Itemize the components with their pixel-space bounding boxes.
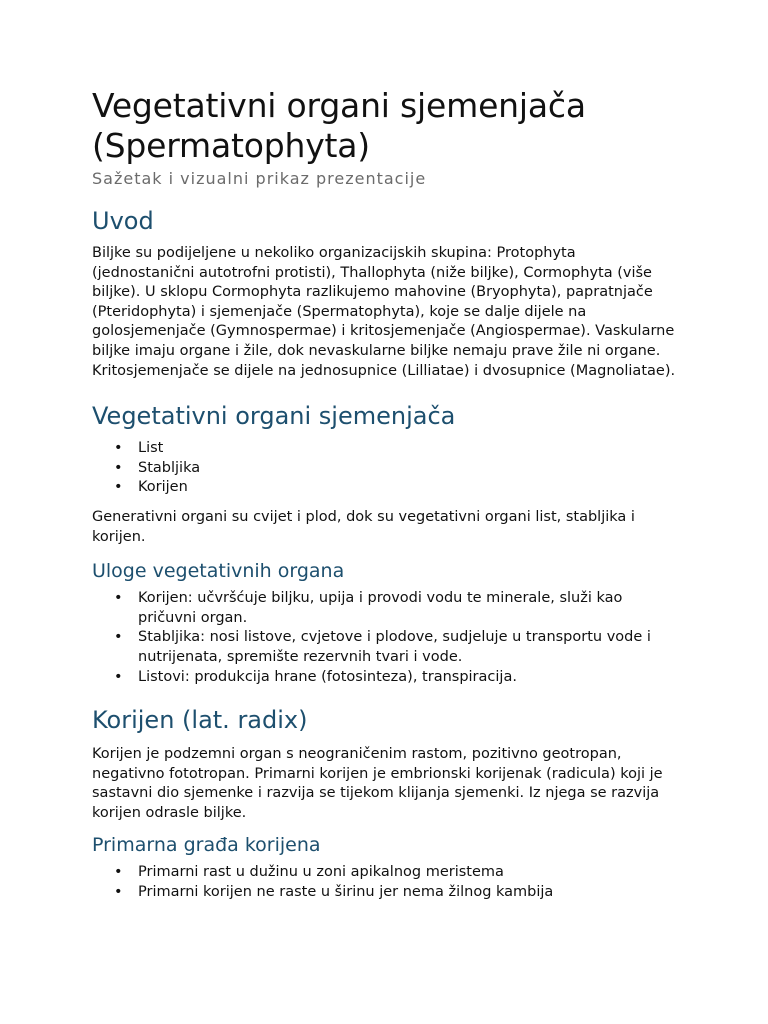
bullet-icon: • — [114, 668, 123, 685]
paragraph-uvod: Biljke su podijeljene u nekoliko organizacijskih skupina: Protophyta (jednostanični autotrofni protisti), Thallophyta (niže biljke), Cormophyta (više biljke). U sklopu Cormophyta razlikujemo mahovine (Bryophyta), papratnjače (Pteridophyta) i sjemenjače (Spermatophyta), koje se dalje dijele na golosjemenjače (Gymnospermae) i kritosjemenjače (Angiospermae). Vaskularne biljke imaju organe i žile, dok nevaskularne biljke nemaju prave žile ni organe. Kritosjemenjače se dijele na jednosupnice (Lilliatae) i dvosupnice (Magnoliatae). — [92, 245, 676, 379]
list-item — [92, 589, 682, 628]
page-subtitle: Sažetak i vizualni prikaz prezentacije — [92, 169, 427, 188]
list-item — [92, 478, 682, 498]
bullet-icon: • — [114, 440, 123, 457]
list-item — [92, 668, 682, 688]
list-item-text: Korijen: učvršćuje biljku, upija i provodi vodu te minerale, služi kao pričuvni organ. — [138, 590, 623, 626]
list-item — [92, 883, 682, 903]
bullet-icon: • — [114, 459, 123, 476]
list-item — [92, 459, 682, 479]
list-vegetativni-organi — [92, 439, 682, 498]
section-heading-korijen: Korijen (lat. radix) — [92, 706, 308, 735]
list-item-text: Primarni rast u dužinu u zoni apikalnog meristema — [138, 864, 504, 881]
list-item-text: Korijen — [138, 479, 188, 496]
list-item-text: Primarni korijen ne raste u širinu jer nema žilnog kambija — [138, 884, 554, 901]
list-item — [92, 628, 682, 667]
bullet-icon: • — [114, 479, 123, 496]
subsection-heading-uloge: Uloge vegetativnih organa — [92, 560, 345, 583]
bullet-icon: • — [114, 590, 123, 607]
paragraph-korijen: Korijen je podzemni organ s neograničenim rastom, pozitivno geotropan, negativno fototropan. Primarni korijen je embrionski korijenak (radicula) koji je sastavni dio sjemenke i razvija se tijekom klijanja sjemenki. Iz njega se razvija korijen odrasle biljke. — [92, 746, 663, 821]
bullet-icon: • — [114, 884, 123, 901]
paragraph-generativni: Generativni organi su cvijet i plod, dok su vegetativni organi list, stabljika i korijen. — [92, 508, 635, 545]
list-uloge — [92, 589, 682, 687]
bullet-icon: • — [114, 629, 123, 646]
section-heading-uvod: Uvod — [92, 207, 154, 235]
list-item-text: Stabljika: nosi listove, cvjetove i plodove, sudjeluje u transportu vode i nutrijenata, spremište rezervnih tvari i vode. — [138, 629, 651, 665]
list-item — [92, 439, 682, 459]
list-item-text: List — [138, 440, 164, 457]
subsection-heading-primarna-grada: Primarna građa korijena — [92, 834, 321, 857]
list-item-text: Listovi: produkcija hrane (fotosinteza), transpiracija. — [138, 668, 517, 685]
list-primarna-grada — [92, 863, 682, 902]
section-heading-vegetativni-organi: Vegetativni organi sjemenjača — [92, 402, 456, 431]
list-item — [92, 863, 682, 883]
document-page — [92, 86, 682, 903]
bullet-icon: • — [114, 864, 123, 881]
list-item-text: Stabljika — [138, 459, 201, 476]
page-title: Vegetativni organi sjemenjača (Spermatophyta) — [92, 86, 586, 165]
